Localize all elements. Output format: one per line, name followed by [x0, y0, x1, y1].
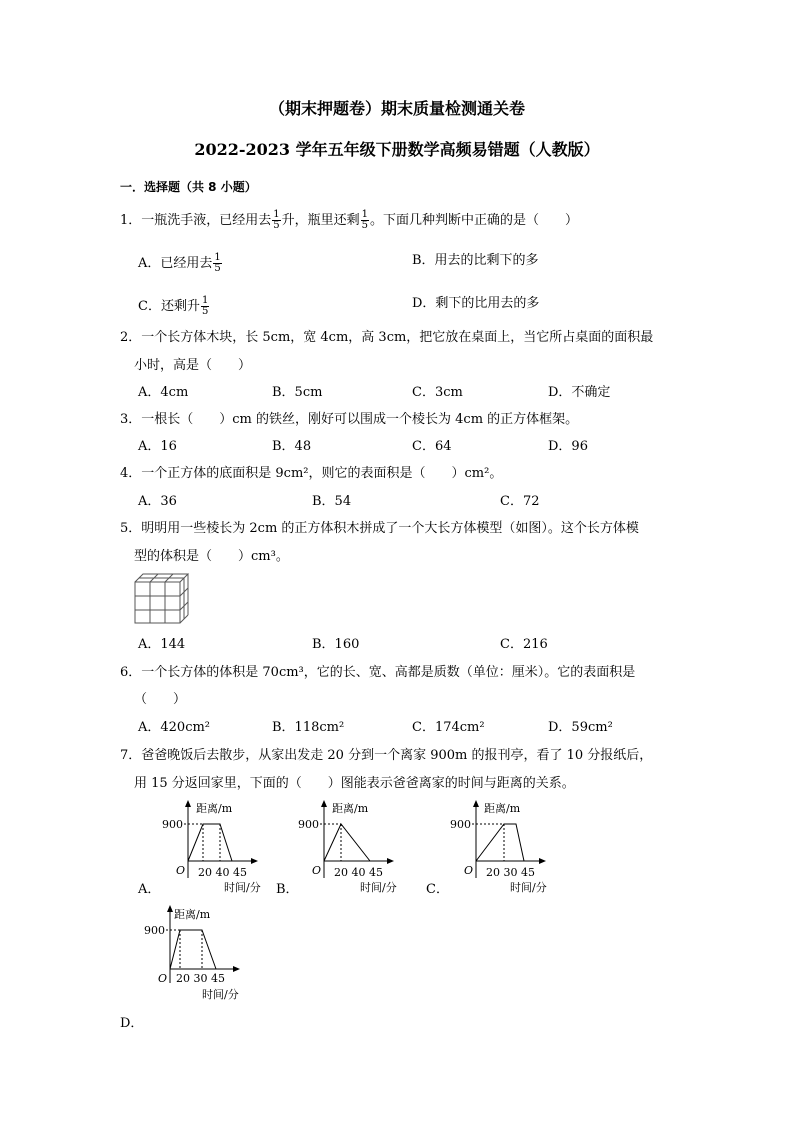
graph-option-b — [276, 800, 416, 900]
question-6-option: C．174cm² — [412, 720, 485, 735]
graph-y-label: 距离/m — [332, 802, 369, 815]
question-1-option-c: C．还剩升 $\frac{1}{5}$ — [138, 295, 209, 317]
graph-letter: B． — [276, 882, 299, 897]
graph-x-ticks: 20 40 45 — [334, 866, 383, 879]
fraction: $\frac{1}{5}$ — [273, 209, 280, 231]
question-4-option: A．36 — [138, 494, 177, 509]
question-4-option: C．72 — [500, 494, 540, 509]
graph-origin: O — [158, 972, 168, 985]
section-heading: 一．选择题（共 8 小题） — [120, 180, 257, 194]
cuboid-figure — [134, 573, 190, 625]
question-1-option-b: B．用去的比剩下的多 — [412, 253, 539, 268]
question-7-line-2: 用 15 分返回家里，下面的（ ）图能表示爸爸离家的时间与距离的关系。 — [134, 776, 575, 791]
graph-x-ticks: 20 40 45 — [198, 866, 247, 879]
graph-x-label: 时间/分 — [510, 881, 547, 894]
question-5-option: A．144 — [138, 637, 186, 652]
question-2-line-1: 2．一个长方体木块，长 5cm，宽 4cm，高 3cm，把它放在桌面上，当它所占桌面的面积最 — [120, 330, 654, 345]
fraction: $\frac{1}{5}$ — [361, 209, 369, 231]
graph-letter: A． — [138, 882, 161, 897]
graph-x-label: 时间/分 — [202, 988, 239, 1001]
graph-y-label: 距离/m — [484, 802, 521, 815]
graph-option-a — [138, 800, 278, 900]
graph-origin: O — [312, 864, 322, 877]
graph-y-tick: 900 — [162, 818, 183, 831]
question-3-option: C．64 — [412, 439, 452, 454]
graph-origin: O — [176, 864, 186, 877]
graph-y-label: 距离/m — [196, 802, 233, 815]
question-2-option: C．3cm — [412, 385, 463, 400]
question-6-line-2: （ ） — [134, 692, 187, 707]
graph-option-d — [118, 903, 268, 1029]
question-5-line-2: 型的体积是（ ）cm³。 — [134, 549, 289, 564]
graph-x-label: 时间/分 — [224, 881, 261, 894]
graph-y-label: 距离/m — [174, 908, 211, 921]
fraction: $\frac{1}{5}$ — [201, 295, 209, 317]
question-6-line-1: 6．一个长方体的体积是 70cm³，它的长、宽、高都是质数（单位：厘米）。它的表面积是 — [120, 665, 636, 680]
graph-y-tick: 900 — [144, 924, 165, 937]
graph-y-tick: 900 — [450, 818, 471, 831]
graph-x-label: 时间/分 — [360, 881, 397, 894]
question-2-option: D．不确定 — [548, 385, 611, 400]
question-1-option-d: D．剩下的比用去的多 — [412, 296, 540, 311]
graph-letter: D． — [120, 1016, 144, 1031]
title-line-1: （期末押题卷）期末质量检测通关卷 — [268, 99, 525, 118]
question-1-option-a: A．已经用去 $\frac{1}{5}$ — [138, 252, 221, 274]
question-4-stem: 4．一个正方体的底面积是 9cm²，则它的表面积是（ ）cm²。 — [120, 466, 503, 481]
title-line-2: 2022-2023 学年五年级下册数学高频易错题（人教版） — [194, 140, 600, 159]
graph-letter: C． — [426, 882, 449, 897]
question-3-option: D．96 — [548, 439, 588, 454]
question-2-option: A．4cm — [138, 385, 189, 400]
question-5-option: C．216 — [500, 637, 548, 652]
graph-option-c — [424, 800, 574, 900]
question-3-stem: 3．一根长（ ）cm 的铁丝，刚好可以围成一个棱长为 4cm 的正方体框架。 — [120, 412, 579, 427]
graph-x-ticks: 20 30 45 — [176, 972, 225, 985]
question-6-option: D．59cm² — [548, 720, 613, 735]
graph-y-tick: 900 — [298, 818, 319, 831]
question-5-option: B．160 — [312, 637, 360, 652]
question-6-option: A．420cm² — [138, 720, 211, 735]
question-7-line-1: 7．爸爸晚饭后去散步，从家出发走 20 分到一个离家 900m 的报刊亭，看了 10 分报纸后， — [120, 748, 653, 763]
graph-x-ticks: 20 30 45 — [486, 866, 535, 879]
question-3-option: A．16 — [138, 439, 177, 454]
graph-origin: O — [464, 864, 474, 877]
question-2-line-2: 小时，高是（ ） — [134, 358, 252, 373]
question-3-option: B．48 — [272, 439, 312, 454]
question-4-option: B．54 — [312, 494, 352, 509]
question-2-option: B．5cm — [272, 385, 323, 400]
question-1-stem: 1．一瓶洗手液，已经用去 $\frac{1}{5}$ 升，瓶里还剩 $\frac{1}{5}$ 。下面几种判断中正确的是（ ） — [120, 209, 579, 231]
fraction: $\frac{1}{5}$ — [214, 252, 221, 274]
question-5-line-1: 5．明明用一些棱长为 2cm 的正方体积木拼成了一个大长方体模型（如图）。这个长方体模 — [120, 521, 639, 536]
question-6-option: B．118cm² — [272, 720, 345, 735]
